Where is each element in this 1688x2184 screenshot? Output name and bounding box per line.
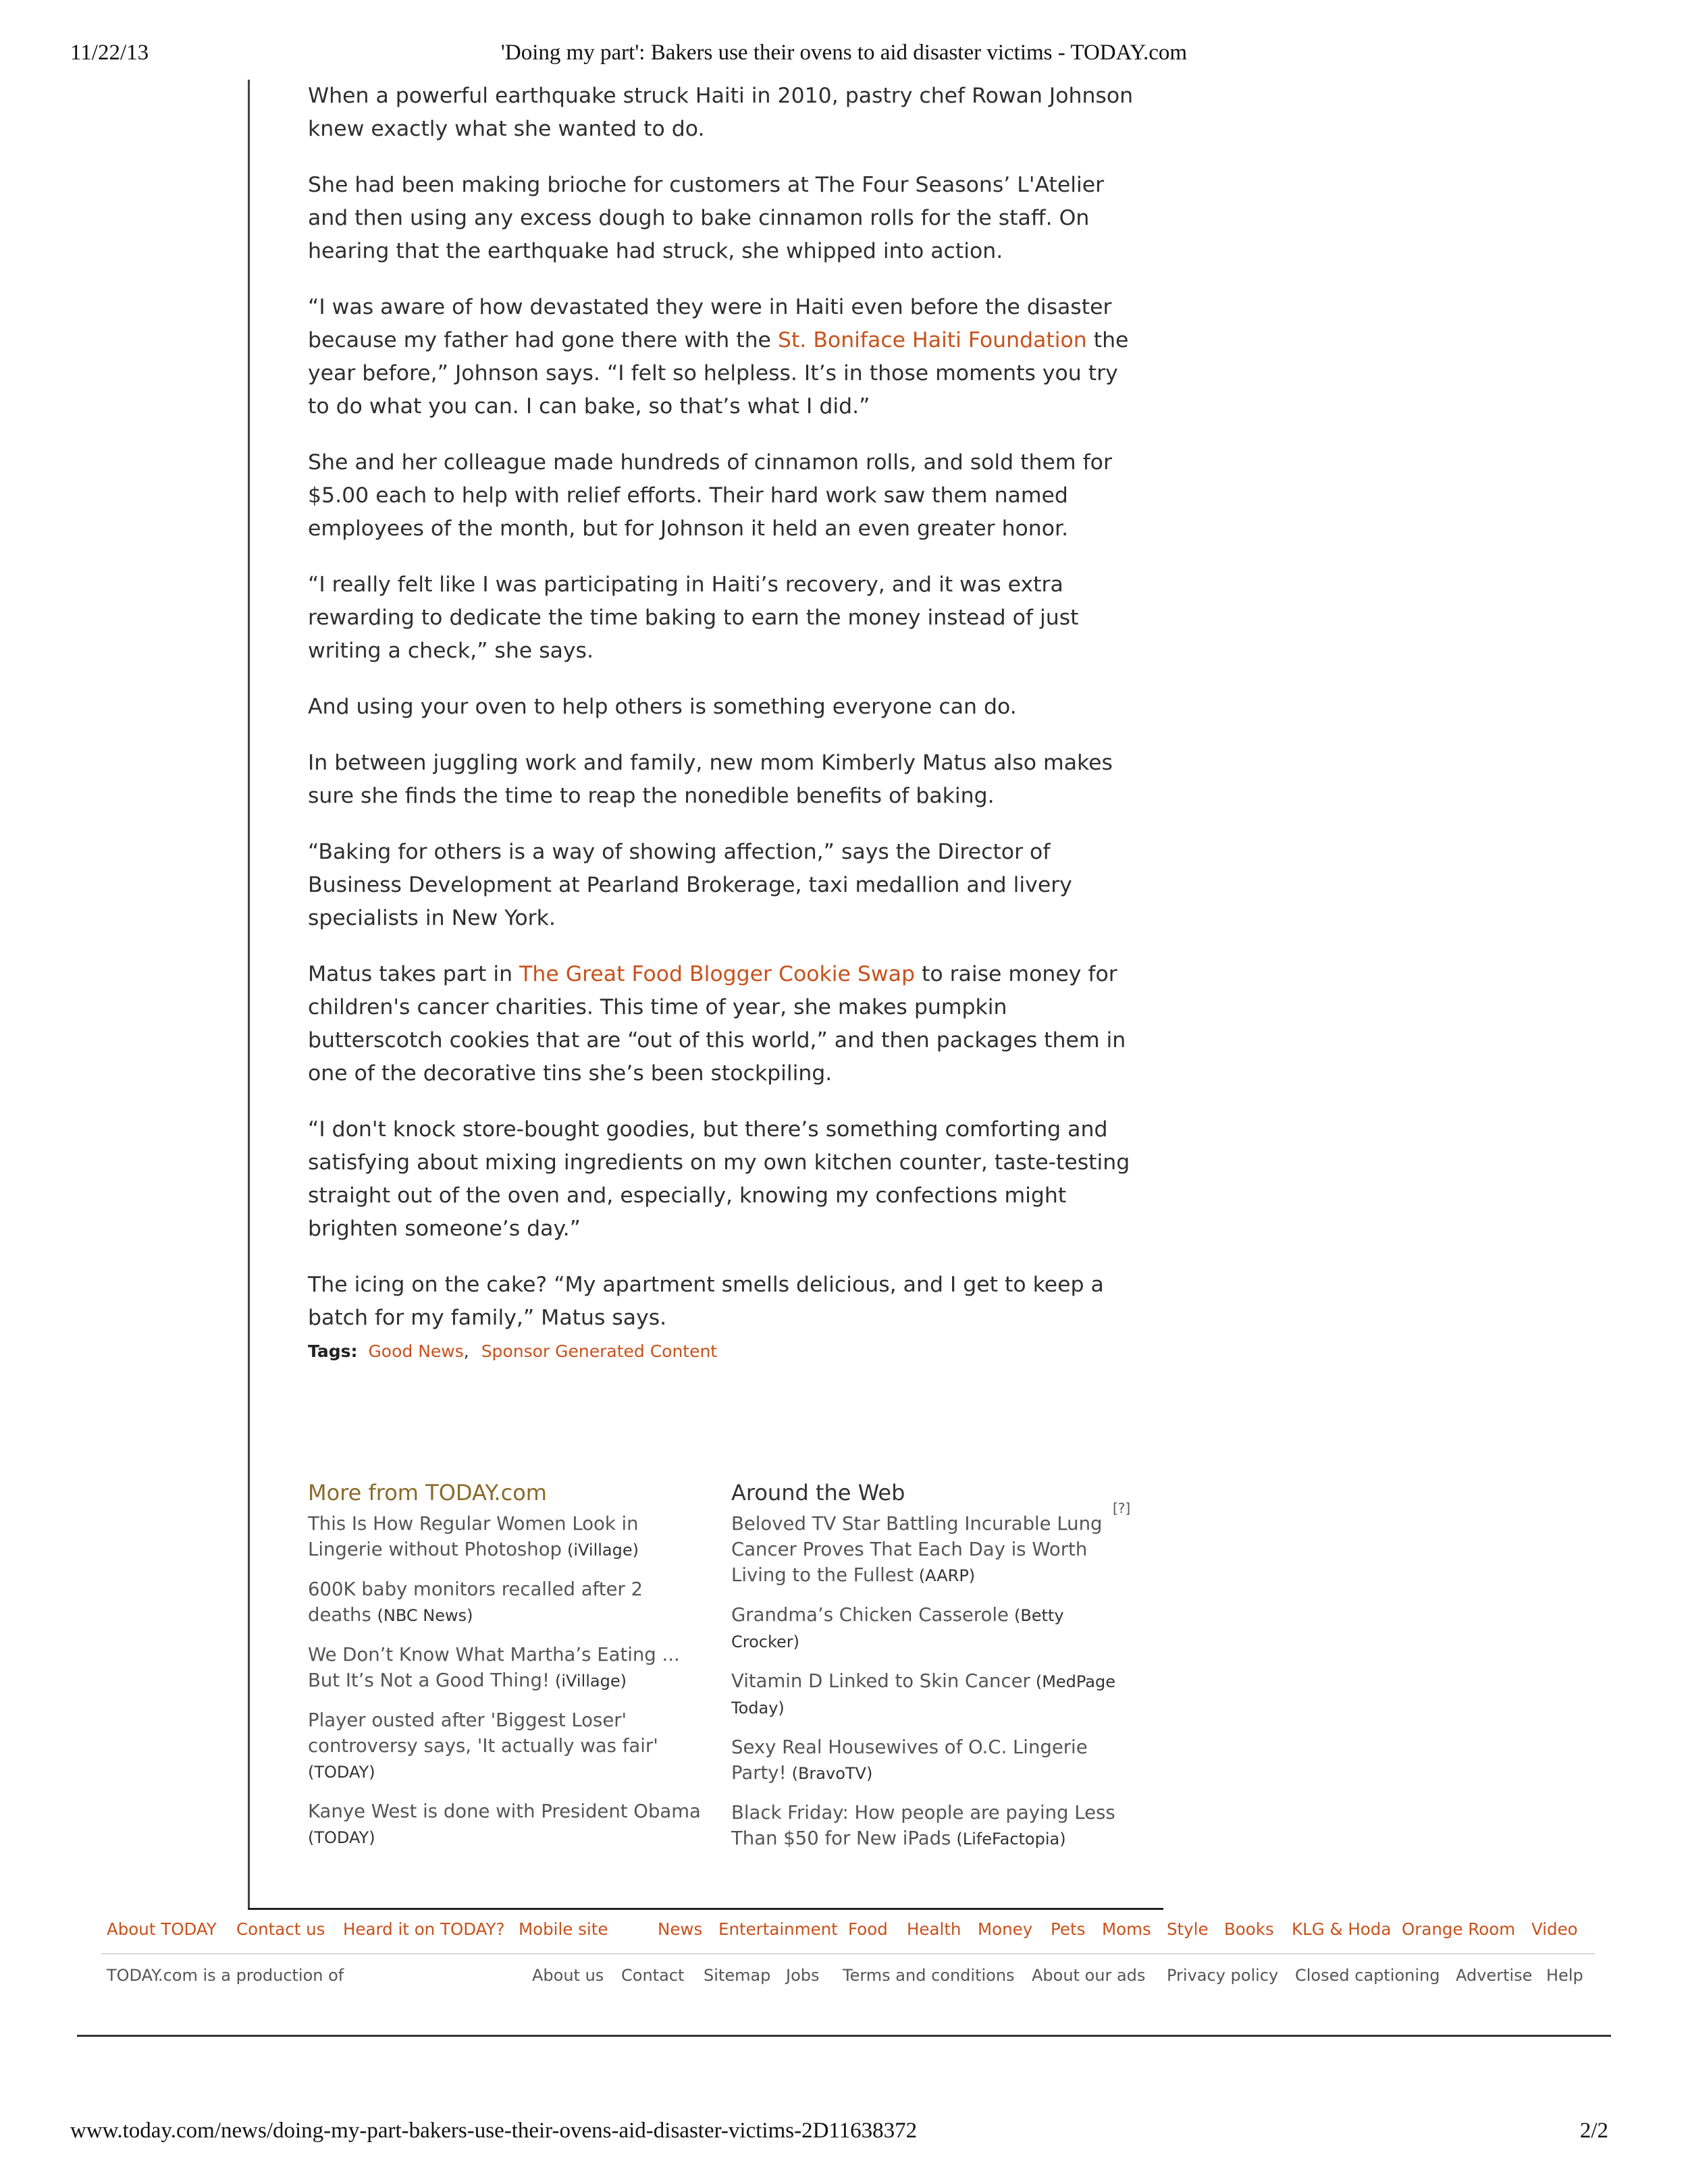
more-from-today bbox=[308, 1479, 706, 1864]
article-paragraph: In between juggling work and family, new mom Kimberly Matus also makes sure she finds the time to reap the nonedible benefits of baking. bbox=[308, 751, 1113, 808]
article-paragraph: She had been making brioche for customers at The Four Seasons’ L'Atelier and then using any excess dough to bake cinnamon rolls for the staff. On hearing that the earthquake had struck, she whipped into action. bbox=[308, 173, 1105, 263]
item-source: (iVillage) bbox=[566, 1541, 639, 1560]
item-title: We Don’t Know What Martha’s Eating ... But It’s Not a Good Thing! bbox=[308, 1644, 680, 1691]
list-item[interactable] bbox=[308, 1707, 706, 1785]
footer-link-sitemap[interactable]: Sitemap bbox=[704, 1966, 771, 1985]
list-item[interactable] bbox=[308, 1511, 706, 1563]
footer-link-style[interactable]: Style bbox=[1167, 1919, 1209, 1939]
list-item[interactable] bbox=[731, 1668, 1130, 1721]
footer-link-help[interactable]: Help bbox=[1546, 1966, 1583, 1985]
footer-link-money[interactable]: Money bbox=[978, 1919, 1033, 1939]
sponsored-help-link[interactable]: [?] bbox=[1113, 1500, 1131, 1516]
cookie-swap-link[interactable]: The Great Food Blogger Cookie Swap bbox=[519, 962, 915, 986]
footer-link-moms[interactable]: Moms bbox=[1102, 1919, 1151, 1939]
footer-link-mobile-site[interactable]: Mobile site bbox=[519, 1919, 608, 1939]
item-title: Grandma’s Chicken Casserole bbox=[731, 1604, 1009, 1626]
footer-link-about-ads[interactable]: About our ads bbox=[1032, 1966, 1146, 1985]
production-text: TODAY.com is a production of bbox=[107, 1966, 344, 1985]
print-url: www.today.com/news/doing-my-part-bakers-use-their-ovens-aid-disaster-victims-2D11638372 bbox=[70, 2119, 918, 2143]
article-paragraph: “I really felt like I was participating in Haiti’s recovery, and it was extra rewarding to dedicate the time baking to earn the money instead of just writing a check,” she says. bbox=[308, 572, 1079, 663]
article-paragraph: “Baking for others is a way of showing affection,” says the Director of Business Development at Pearland Brokerage, taxi medallion and livery specialists in New York. bbox=[308, 840, 1072, 930]
list-item[interactable] bbox=[308, 1576, 706, 1628]
item-source: (MedPage Today) bbox=[731, 1672, 1115, 1717]
around-web-title: Around the Web bbox=[731, 1480, 905, 1506]
print-date: 11/22/13 bbox=[70, 41, 149, 65]
tags-label: Tags: bbox=[308, 1341, 358, 1361]
item-source: (iVillage) bbox=[554, 1672, 627, 1690]
footer-link-video[interactable]: Video bbox=[1531, 1919, 1578, 1939]
footer-link-contact-us[interactable]: Contact us bbox=[236, 1919, 325, 1939]
item-title: 600K baby monitors recalled after 2 deaths bbox=[308, 1578, 643, 1626]
paragraph-text: to raise money for children's cancer charities. This time of year, she makes pumpkin butterscotch cookies that are “out of this world,” and then packages them in one of the decorative tins she’s been stockpiling. bbox=[308, 962, 1126, 1086]
footer-link-klg-hoda[interactable]: KLG & Hoda bbox=[1292, 1919, 1392, 1939]
article-paragraph bbox=[308, 958, 1145, 1090]
item-title: Sexy Real Housewives of O.C. Lingerie Party! bbox=[731, 1736, 1088, 1784]
item-source: (AARP) bbox=[918, 1566, 976, 1585]
footer-link-entertainment[interactable]: Entertainment bbox=[718, 1919, 838, 1939]
list-item[interactable] bbox=[308, 1642, 706, 1694]
more-from-title[interactable]: More from TODAY.com bbox=[308, 1480, 547, 1506]
item-title: Player ousted after 'Biggest Loser' controversy says, 'It actually was fair' bbox=[308, 1709, 658, 1757]
footer-link-advertise[interactable]: Advertise bbox=[1456, 1966, 1533, 1985]
article-paragraph: “I don't knock store-bought goodies, but there’s something comforting and satisfying about mixing ingredients on my own kitchen counter, taste-testing straight out of the oven and, especially, knowing my confections might brighten someone’s day.” bbox=[308, 1117, 1130, 1241]
article-bottom-rule bbox=[248, 1908, 1163, 1910]
item-source: (Betty Crocker) bbox=[731, 1606, 1064, 1651]
footer-link-about-today[interactable]: About TODAY bbox=[107, 1919, 217, 1939]
footer-link-contact[interactable]: Contact bbox=[621, 1966, 685, 1985]
footer-link-pets[interactable]: Pets bbox=[1051, 1919, 1086, 1939]
footer-link-books[interactable]: Books bbox=[1224, 1919, 1274, 1939]
item-source: (TODAY) bbox=[308, 1763, 375, 1782]
paragraph-text: the year before,” Johnson says. “I felt so helpless. It’s in those moments you try to do what you can. I can bake, so that’s what I did.” bbox=[308, 328, 1129, 419]
footer-link-jobs[interactable]: Jobs bbox=[786, 1966, 820, 1985]
item-title: Kanye West is done with President Obama bbox=[308, 1801, 701, 1822]
print-page-title: 'Doing my part': Bakers use their ovens to aid disaster victims - TODAY.com bbox=[500, 41, 1188, 65]
footer-link-orange-room[interactable]: Orange Room bbox=[1402, 1919, 1516, 1939]
item-source: (LifeFactopia) bbox=[956, 1830, 1066, 1848]
footer-link-food[interactable]: Food bbox=[848, 1919, 888, 1939]
st-boniface-link[interactable]: St. Boniface Haiti Foundation bbox=[777, 328, 1087, 352]
list-item[interactable] bbox=[731, 1800, 1130, 1852]
item-title: Vitamin D Linked to Skin Cancer bbox=[731, 1670, 1030, 1692]
list-item[interactable] bbox=[731, 1602, 1130, 1655]
footer-link-health[interactable]: Health bbox=[907, 1919, 961, 1939]
item-title: Beloved TV Star Battling Incurable Lung Cancer Proves That Each Day is Worth Living to the Fullest bbox=[731, 1513, 1103, 1586]
content-left-border bbox=[248, 80, 250, 1909]
footer-link-privacy[interactable]: Privacy policy bbox=[1167, 1966, 1279, 1985]
article-tags bbox=[308, 1341, 717, 1361]
item-source: (TODAY) bbox=[308, 1828, 375, 1847]
article-paragraph: When a powerful earthquake struck Haiti in 2010, pastry chef Rowan Johnson knew exactly what she wanted to do. bbox=[308, 84, 1134, 141]
footer-link-terms[interactable]: Terms and conditions bbox=[843, 1966, 1015, 1985]
footer-secondary-nav bbox=[107, 1966, 1587, 1993]
page-bottom-rule bbox=[77, 2035, 1611, 2037]
tag-link[interactable]: Sponsor Generated Content bbox=[481, 1341, 718, 1361]
paragraph-text: “I was aware of how devastated they were in Haiti even before the disaster because my father had gone there with the bbox=[308, 295, 1112, 352]
list-item[interactable] bbox=[308, 1799, 706, 1850]
footer-link-news[interactable]: News bbox=[658, 1919, 703, 1939]
footer-link-heard-it[interactable]: Heard it on TODAY? bbox=[343, 1919, 505, 1939]
tag-link[interactable]: Good News bbox=[368, 1341, 464, 1361]
list-item[interactable] bbox=[731, 1511, 1130, 1589]
article-body bbox=[308, 80, 1145, 1358]
print-page-number: 2/2 bbox=[1579, 2119, 1608, 2143]
tag-separator: , bbox=[463, 1341, 469, 1361]
item-source: (NBC News) bbox=[377, 1606, 473, 1625]
article-paragraph bbox=[308, 291, 1145, 423]
footer-link-closed-captioning[interactable]: Closed captioning bbox=[1295, 1966, 1440, 1985]
article-paragraph: The icing on the cake? “My apartment smells delicious, and I get to keep a batch for my family,” Matus says. bbox=[308, 1273, 1104, 1330]
footer-divider bbox=[101, 1953, 1595, 1954]
paragraph-text: Matus takes part in bbox=[308, 962, 520, 986]
item-source: (BravoTV) bbox=[791, 1764, 873, 1783]
article-paragraph: And using your oven to help others is something everyone can do. bbox=[308, 695, 1017, 719]
item-title: Black Friday: How people are paying Less Than $50 for New iPads bbox=[731, 1802, 1115, 1849]
item-title: This Is How Regular Women Look in Lingerie without Photoshop bbox=[308, 1513, 639, 1560]
around-the-web bbox=[731, 1479, 1130, 1865]
list-item[interactable] bbox=[731, 1734, 1130, 1786]
article-paragraph: She and her colleague made hundreds of cinnamon rolls, and sold them for $5.00 each to help with relief efforts. Their hard work saw them named employees of the month, but for Johnson it held an even greater honor. bbox=[308, 450, 1112, 541]
footer-primary-nav bbox=[107, 1919, 1587, 1946]
footer-link-about-us[interactable]: About us bbox=[532, 1966, 604, 1985]
